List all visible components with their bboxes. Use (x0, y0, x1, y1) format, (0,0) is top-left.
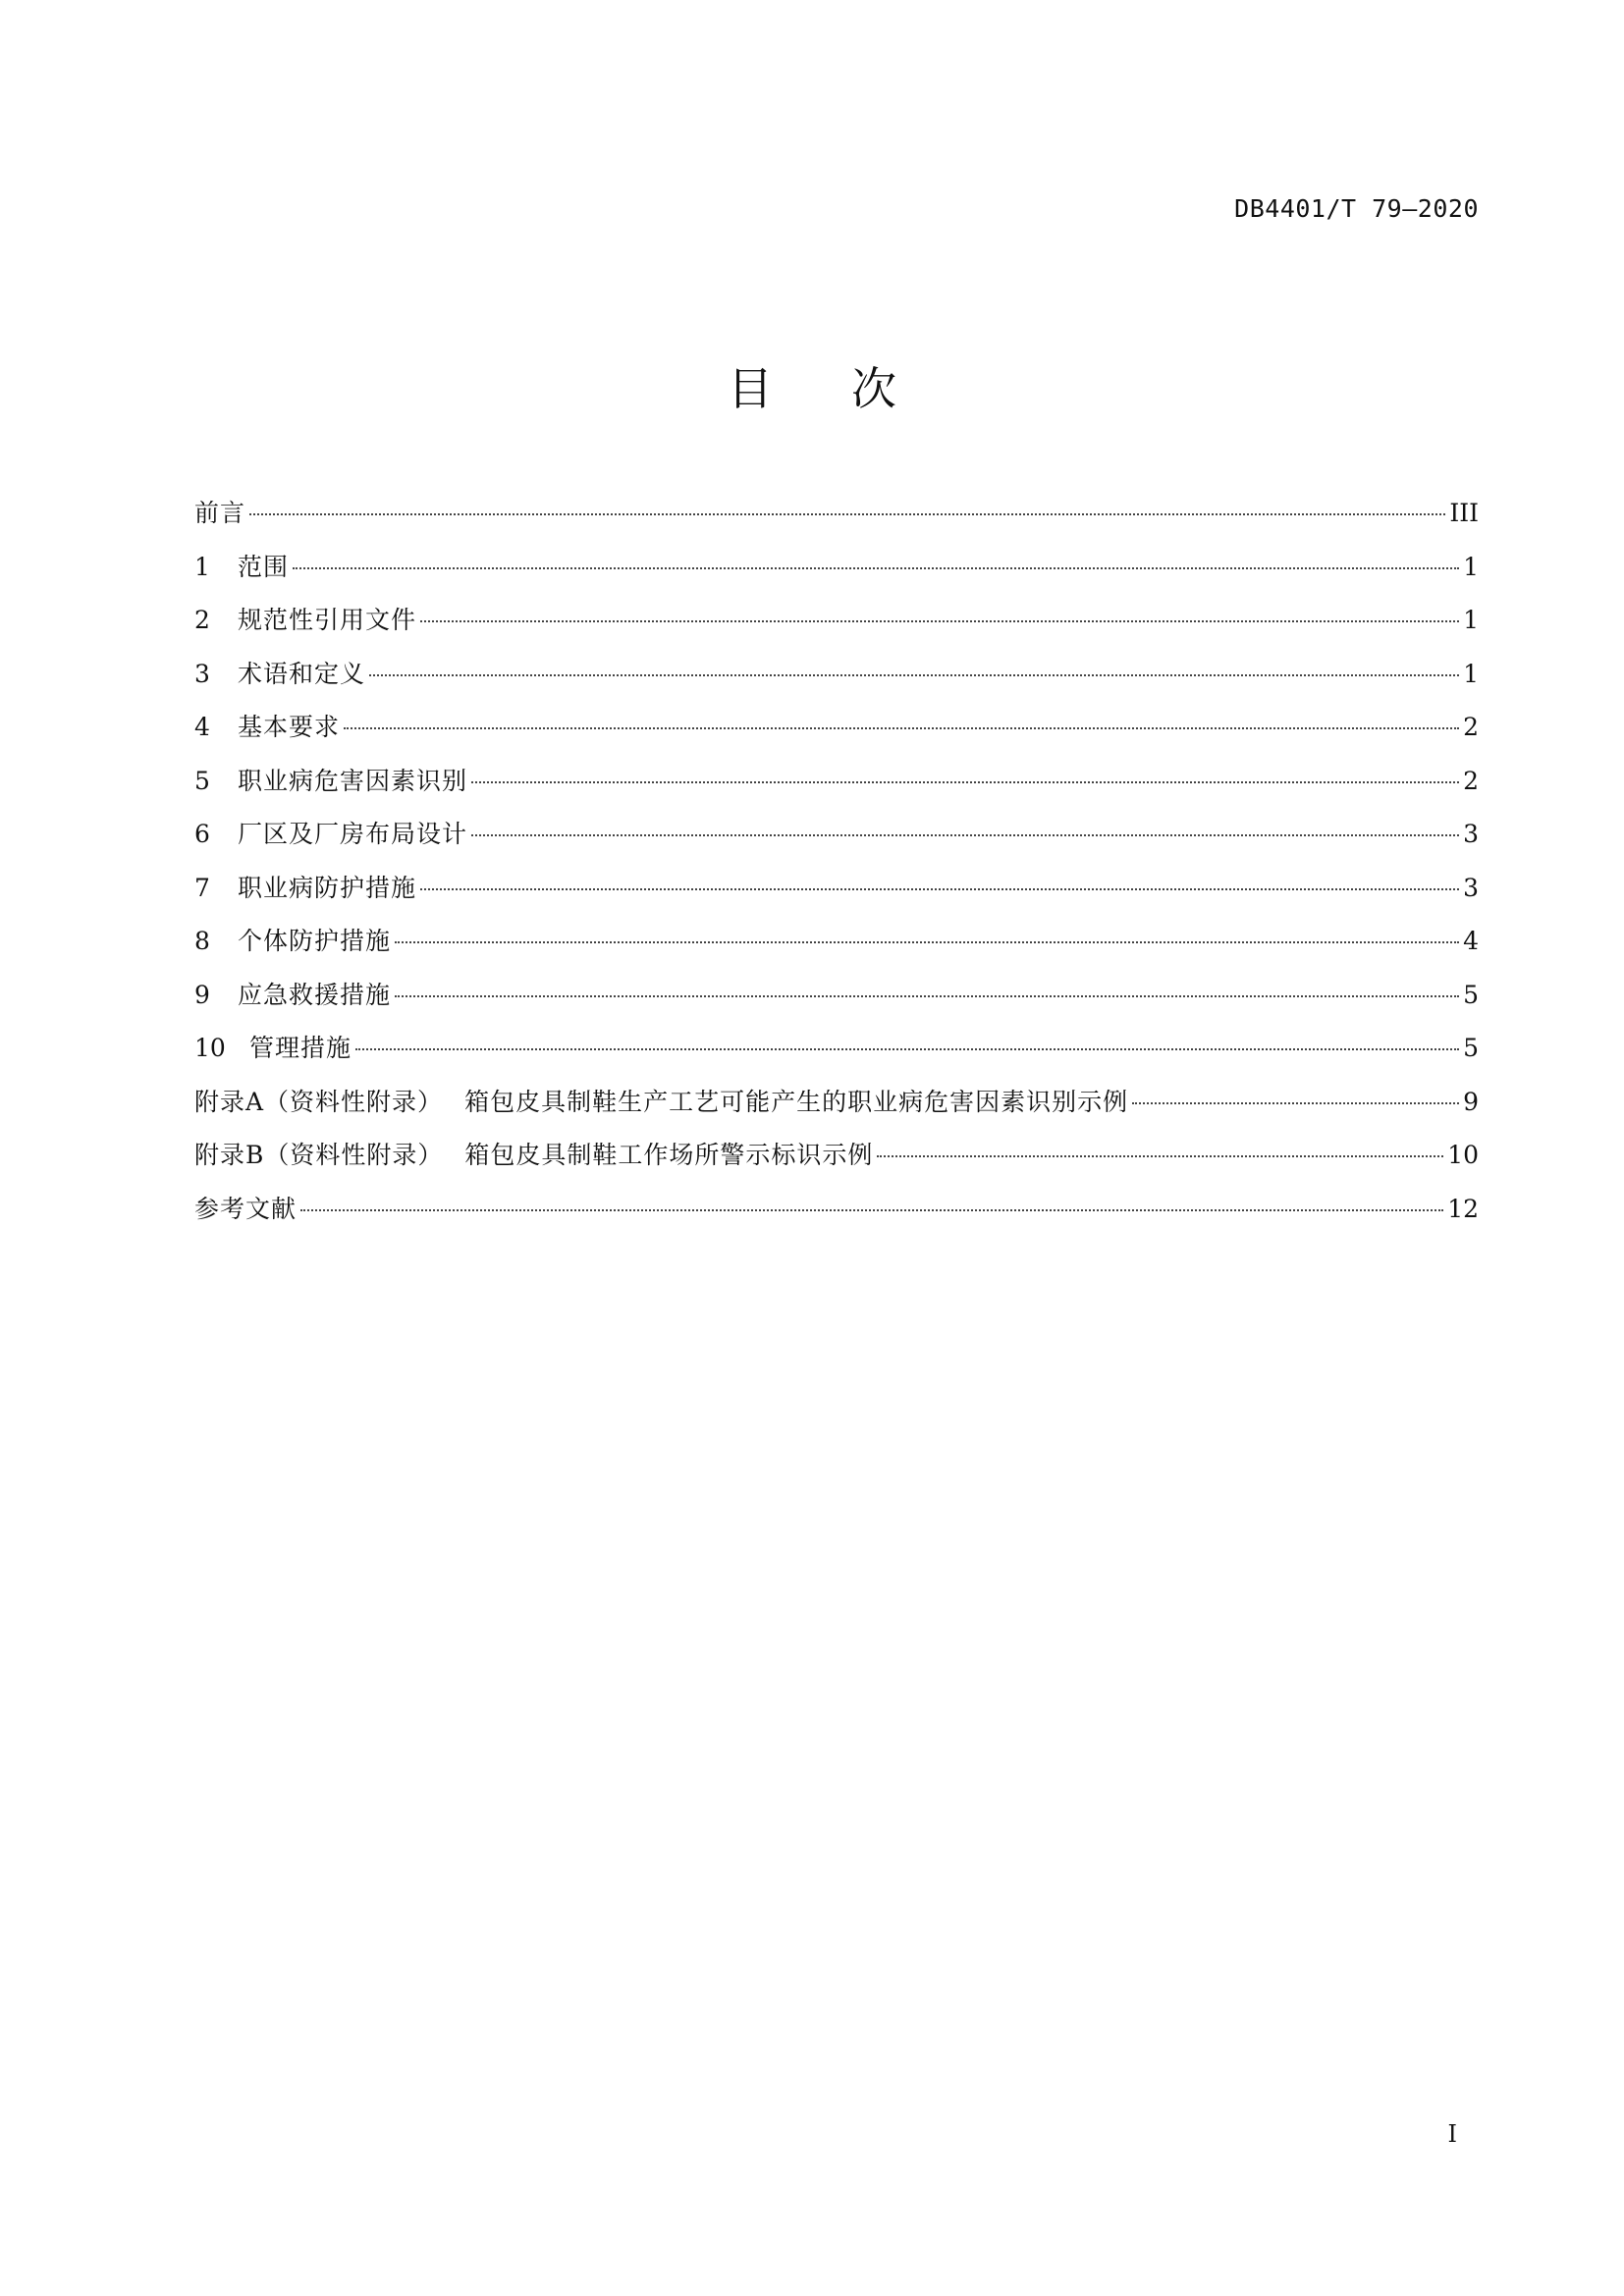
toc-entry-basic-requirements[interactable] (194, 701, 1479, 755)
toc-leader-dots (395, 995, 1459, 997)
toc-entry-page: 1 (1463, 659, 1479, 688)
toc-entry-label: 基本要求 (238, 713, 341, 741)
toc-entry-layout-design[interactable] (194, 808, 1479, 862)
table-of-contents (194, 487, 1479, 1236)
toc-entry-page: 3 (1463, 820, 1479, 848)
toc-entry-page: 9 (1463, 1087, 1479, 1116)
toc-entry-label: 范围 (238, 552, 290, 581)
toc-entry-hazard-identification[interactable] (194, 755, 1479, 809)
toc-entry-page: 3 (1463, 873, 1479, 902)
toc-entry-label: 附录A（资料性附录） (194, 1087, 444, 1116)
toc-entry-label: 厂区及厂房布局设计 (238, 820, 468, 848)
toc-entry-label: 参考文献 (194, 1194, 298, 1223)
toc-entry-terms-definitions[interactable] (194, 648, 1479, 702)
toc-leader-dots (1132, 1102, 1459, 1104)
toc-title: 目次 (728, 362, 975, 415)
toc-entry-label: 前言 (194, 499, 246, 527)
toc-leader-dots (471, 834, 1459, 836)
toc-entry-label: 职业病防护措施 (238, 873, 417, 902)
toc-entry-label: 管理措施 (249, 1034, 352, 1062)
toc-leader-dots (300, 1209, 1443, 1211)
toc-entry-normative-references[interactable] (194, 594, 1479, 648)
toc-leader-dots (355, 1048, 1459, 1050)
toc-entry-label: 个体防护措施 (238, 927, 392, 955)
toc-entry-page: 12 (1447, 1194, 1479, 1223)
toc-entry-number: 3 (194, 659, 210, 688)
toc-leader-dots (395, 941, 1459, 943)
toc-entry-number: 4 (194, 713, 210, 741)
toc-leader-dots (471, 781, 1459, 783)
toc-leader-dots (369, 674, 1459, 676)
toc-entry-number: 8 (194, 927, 210, 955)
toc-entry-label: 规范性引用文件 (238, 606, 417, 634)
toc-leader-dots (420, 620, 1459, 622)
toc-entry-references[interactable] (194, 1183, 1479, 1237)
toc-entry-number: 5 (194, 766, 210, 795)
toc-leader-dots (344, 727, 1459, 729)
toc-entry-subtitle: 箱包皮具制鞋生产工艺可能产生的职业病危害因素识别示例 (464, 1087, 1129, 1116)
toc-entry-page: III (1449, 499, 1479, 527)
toc-entry-page: 1 (1463, 606, 1479, 634)
toc-entry-personal-protection[interactable] (194, 915, 1479, 969)
toc-entry-page: 5 (1463, 980, 1479, 1009)
toc-entry-number: 9 (194, 980, 210, 1009)
toc-entry-number: 6 (194, 820, 210, 848)
toc-entry-page: 5 (1463, 1034, 1479, 1062)
toc-leader-dots (877, 1155, 1443, 1157)
toc-entry-protection-measures[interactable] (194, 862, 1479, 916)
toc-leader-dots (420, 888, 1459, 890)
toc-entry-subtitle: 箱包皮具制鞋工作场所警示标识示例 (464, 1141, 874, 1169)
toc-leader-dots (293, 567, 1459, 569)
page-number: I (1447, 2120, 1457, 2148)
toc-entry-number: 7 (194, 873, 210, 902)
toc-entry-page: 4 (1463, 927, 1479, 955)
toc-entry-page: 2 (1463, 766, 1479, 795)
toc-entry-management-measures[interactable] (194, 1022, 1479, 1076)
toc-entry-page: 2 (1463, 713, 1479, 741)
toc-entry-label: 附录B（资料性附录） (194, 1141, 444, 1169)
toc-entry-foreword[interactable] (194, 487, 1479, 541)
toc-entry-emergency-rescue[interactable] (194, 969, 1479, 1023)
toc-entry-label: 术语和定义 (238, 659, 366, 688)
toc-entry-appendix-b[interactable] (194, 1129, 1479, 1183)
toc-entry-number: 2 (194, 606, 210, 634)
toc-entry-scope[interactable] (194, 541, 1479, 595)
toc-entry-number: 10 (194, 1034, 226, 1062)
toc-entry-appendix-a[interactable] (194, 1076, 1479, 1130)
toc-entry-label: 应急救援措施 (238, 980, 392, 1009)
document-code: DB4401/T 79—2020 (1234, 194, 1479, 223)
toc-entry-page: 10 (1447, 1141, 1479, 1169)
toc-entry-number: 1 (194, 552, 210, 581)
toc-entry-label: 职业病危害因素识别 (238, 766, 468, 795)
toc-entry-page: 1 (1463, 552, 1479, 581)
toc-leader-dots (249, 513, 1445, 515)
